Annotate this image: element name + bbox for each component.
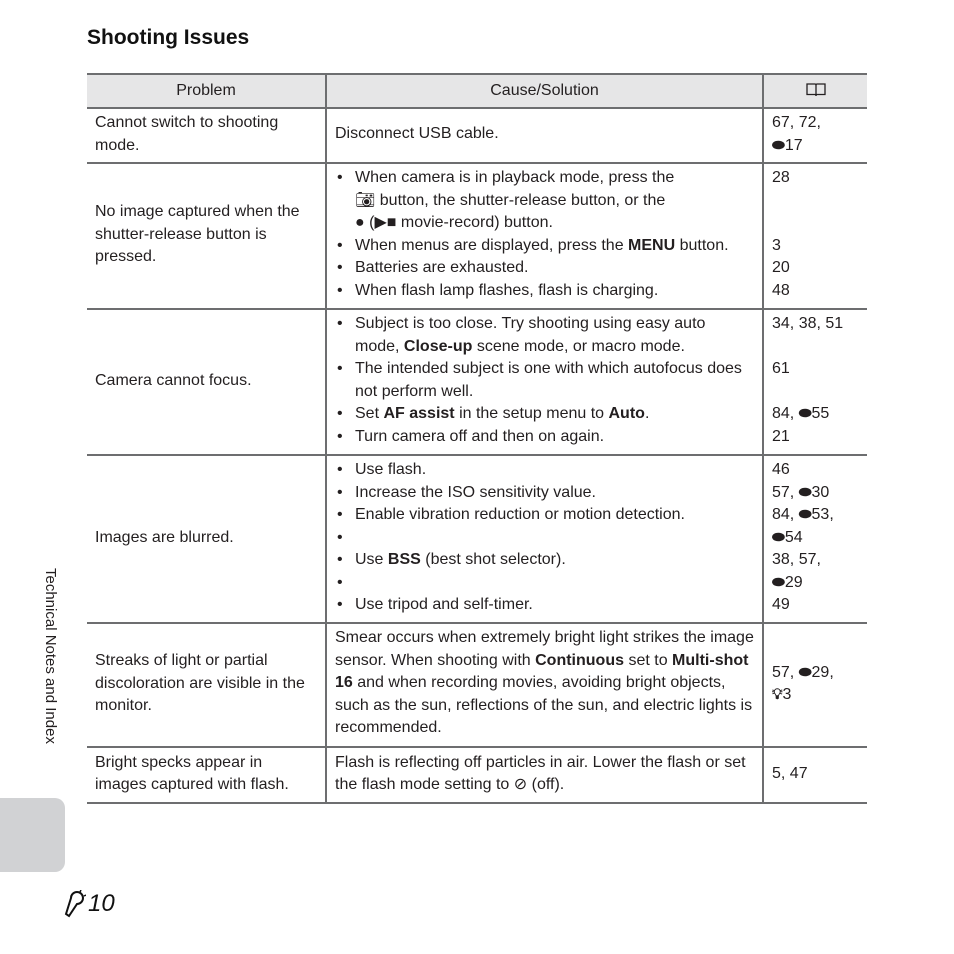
record-dot-icon: ●	[355, 214, 365, 231]
extra-reference-icon: ⬬	[798, 663, 812, 681]
extra-reference-icon: ⬬	[798, 405, 812, 422]
bullet-item: • Subject is too close. Try shooting using easy auto mode, Close-up scene mode, or macro mode.	[335, 313, 754, 358]
bullet-item: • Use flash.	[335, 459, 754, 482]
table-row	[87, 108, 867, 163]
problem-cell: Images are blurred.	[87, 455, 326, 623]
bullet-item: • Turn camera off and then on again.	[335, 426, 754, 449]
book-icon	[806, 83, 826, 97]
header-page-reference	[763, 74, 867, 108]
extra-reference-icon: ⬬	[798, 483, 812, 501]
problem-cell: Streaks of light or partial discoloration are visible in the monitor.	[87, 623, 326, 747]
bullet-item: • When flash lamp flashes, flash is charging.	[335, 280, 754, 303]
solution-cell: Smear occurs when extremely bright light strikes the image sensor. When shooting with Continuous set to Multi-shot 16 and when recording movies, avoiding bright objects, such as the sun, reflections of the sun, and electric lights is recommended.	[326, 623, 763, 747]
shooting-issues-table	[87, 73, 867, 804]
movie-record-icon: ▶■	[374, 214, 397, 231]
table-row	[87, 163, 867, 309]
header-cause-solution: Cause/Solution	[326, 74, 763, 108]
section-side-label: Technical Notes and Index	[42, 568, 59, 744]
solution-cell: Disconnect USB cable.	[326, 108, 763, 163]
bullet-item: • Use tripod and self-timer.	[335, 594, 754, 617]
extra-reference-icon: ⬬	[772, 528, 785, 546]
page-ref: 17	[784, 136, 803, 154]
table-row	[87, 309, 867, 455]
reference-cell: 28 3 20 48	[763, 163, 867, 309]
bullet-item: • When menus are displayed, press the MENU button.	[335, 235, 754, 258]
problem-cell: Cannot switch to shooting mode.	[87, 108, 326, 163]
bullet-item: • Increase the ISO sensitivity value.	[335, 482, 754, 505]
reference-cell: 5, 47	[763, 747, 867, 803]
table-row	[87, 623, 867, 747]
bullet-item: • Set AF assist in the setup menu to Auto.	[335, 403, 754, 426]
camera-mode-icon: 📷︎	[355, 191, 376, 209]
section-tab	[0, 798, 65, 872]
bss-glyph: BSS	[387, 551, 421, 568]
flash-off-icon: ⊘	[513, 776, 528, 793]
problem-cell: Bright specks appear in images captured with flash.	[87, 747, 326, 803]
page-title: Shooting Issues	[87, 26, 250, 49]
table-row	[87, 747, 867, 803]
problem-cell: Camera cannot focus.	[87, 309, 326, 455]
extra-reference-icon: ⬬	[772, 136, 785, 154]
solution-cell	[326, 455, 763, 623]
reference-cell: 34, 38, 51 61 84, ⬬55 21	[763, 309, 867, 455]
table-header-row	[87, 74, 867, 108]
bullet-item: • Use BSS (best shot selector).	[335, 549, 754, 572]
solution-cell	[326, 163, 763, 309]
bullet-item: • Batteries are exhausted.	[335, 257, 754, 280]
bullet-item: • The intended subject is one with which autofocus does not perform well.	[335, 358, 754, 403]
solution-cell	[326, 309, 763, 455]
reference-cell	[763, 108, 867, 163]
page-number: 10	[60, 890, 115, 918]
extra-reference-icon: ⬬	[772, 573, 785, 591]
bullet-item: • Enable vibration reduction or motion detection.	[335, 504, 754, 527]
table-row	[87, 455, 867, 623]
problem-cell: No image captured when the shutter-release button is pressed.	[87, 163, 326, 309]
page-ref: 67, 72,	[772, 114, 821, 131]
solution-cell: Flash is reflecting off particles in air. Lower the flash or set the flash mode setting to ⊘ (off).	[326, 747, 763, 803]
extra-reference-icon: ⬬	[798, 506, 812, 523]
reference-icon	[60, 890, 86, 918]
reference-icon: 💡︎	[772, 686, 783, 703]
reference-cell: 57, ⬬29, 💡︎3	[763, 623, 867, 747]
reference-cell: 46 57, ⬬30 84, ⬬53, ⬬54 38, 57, ⬬29 49	[763, 455, 867, 623]
header-problem: Problem	[87, 74, 326, 108]
bullet-item: • When camera is in playback mode, press the 📷︎ button, the shutter-release button, or the ● (▶■ movie-record) button.	[335, 167, 754, 235]
menu-button-glyph: MENU	[628, 236, 676, 254]
